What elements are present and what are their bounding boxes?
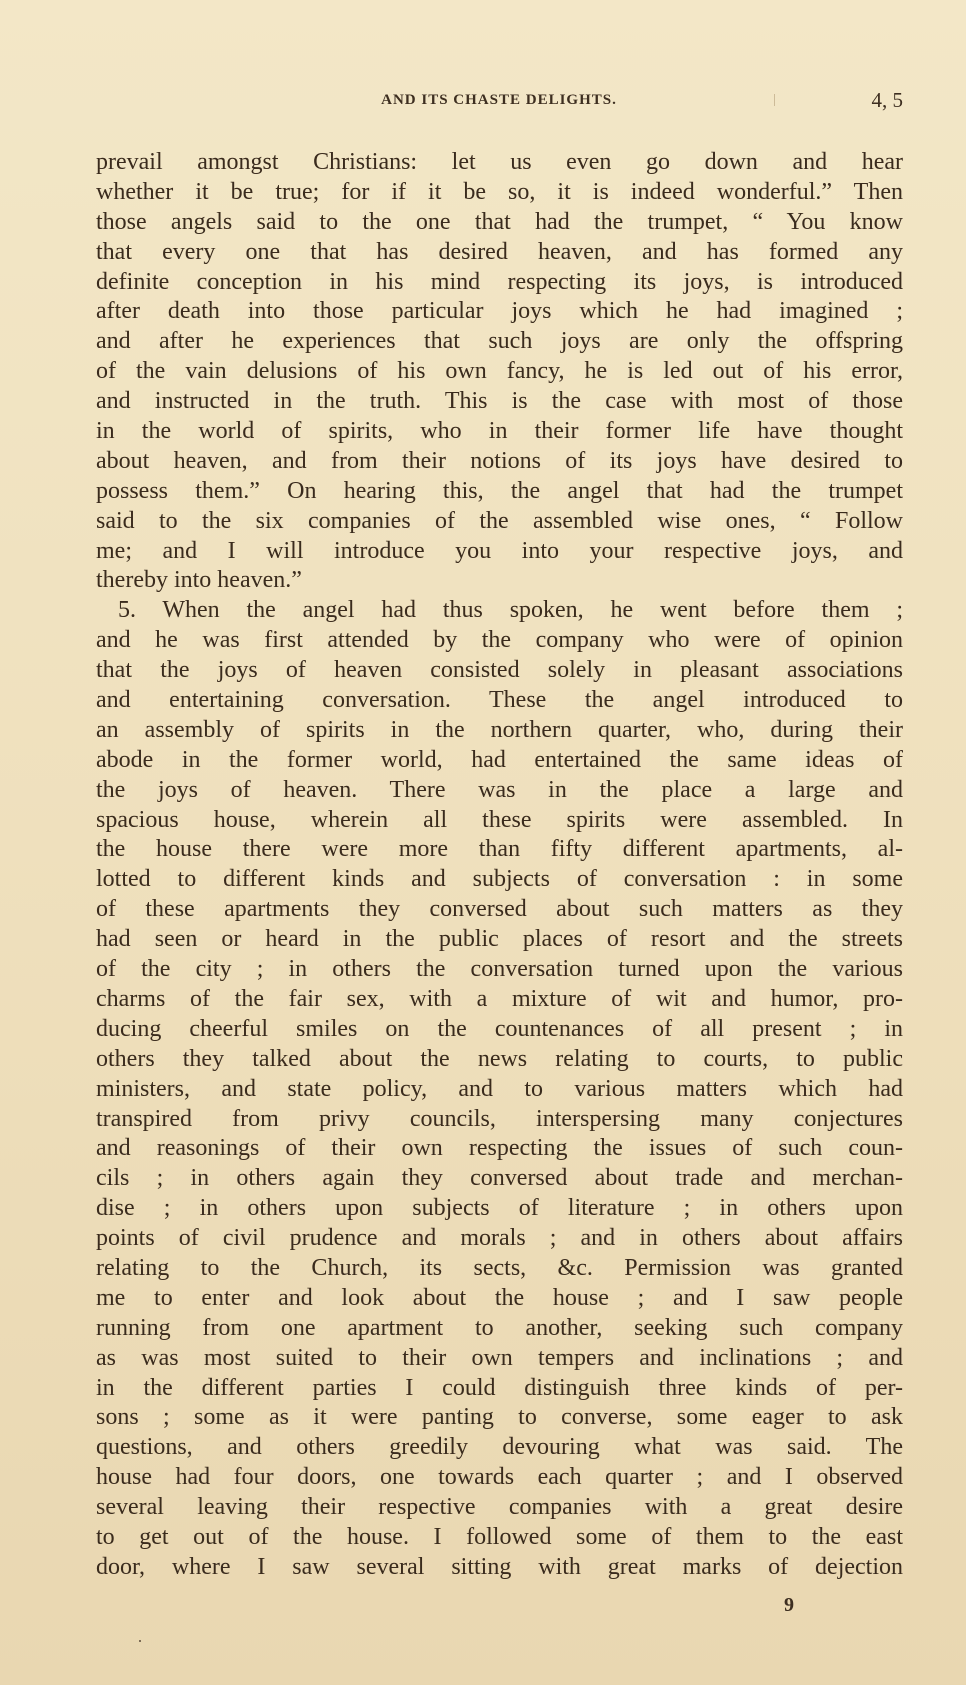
text-line: running from one apartment to another, seeking such company bbox=[96, 1314, 903, 1341]
text-line: and instructed in the truth. This is the case with most of those bbox=[96, 388, 903, 415]
text-line: relating to the Church, its sects, &c. Permission was granted bbox=[96, 1254, 903, 1281]
text-line: as was most suited to their own tempers and inclinations ; and bbox=[96, 1344, 903, 1371]
text-line: me to enter and look about the house ; and I saw people bbox=[96, 1284, 903, 1311]
text-line: 5. When the angel had thus spoken, he went before them ; bbox=[118, 597, 903, 624]
text-line: the joys of heaven. There was in the place a large and bbox=[96, 776, 903, 803]
paragraph bbox=[96, 148, 903, 596]
text-line: an assembly of spirits in the northern quarter, who, during their bbox=[96, 716, 903, 743]
text-line: whether it be true; for if it be so, it is indeed wonderful.” Then bbox=[96, 178, 903, 205]
text-line: those angels said to the one that had the trumpet, “ You know bbox=[96, 208, 903, 235]
text-line: cils ; in others again they conversed about trade and merchan- bbox=[96, 1165, 903, 1192]
text-line: ducing cheerful smiles on the countenances of all present ; in bbox=[96, 1015, 903, 1042]
text-line: spacious house, wherein all these spirits were assembled. In bbox=[96, 806, 903, 833]
text-line: house had four doors, one towards each quarter ; and I observed bbox=[96, 1464, 903, 1491]
text-line: that the joys of heaven consisted solely in pleasant associations bbox=[96, 657, 903, 684]
text-line: door, where I saw several sitting with great marks of dejection bbox=[96, 1553, 903, 1580]
text-line: thereby into heaven.” bbox=[96, 567, 302, 594]
text-line: several leaving their respective companies with a great desire bbox=[96, 1494, 903, 1521]
signature-mark: 9 bbox=[784, 1594, 794, 1616]
text-line: about heaven, and from their notions of its joys have desired to bbox=[96, 447, 903, 474]
text-line: abode in the former world, had entertained the same ideas of bbox=[96, 746, 903, 773]
body-text bbox=[96, 148, 903, 1583]
text-line: of the vain delusions of his own fancy, he is led out of his error, bbox=[96, 358, 903, 385]
text-line: lotted to different kinds and subjects of conversation : in some bbox=[96, 866, 903, 893]
text-line: and he was first attended by the company who were of opinion bbox=[96, 627, 903, 654]
text-line: possess them.” On hearing this, the angel that had the trumpet bbox=[96, 477, 903, 504]
text-line: the house there were more than fifty different apartments, al- bbox=[96, 836, 903, 863]
text-line: after death into those particular joys which he had imagined ; bbox=[96, 298, 903, 325]
text-line: transpired from privy councils, interspersing many conjectures bbox=[96, 1105, 903, 1132]
text-line: and reasonings of their own respecting the issues of such coun- bbox=[96, 1135, 903, 1162]
text-line: charms of the fair sex, with a mixture of wit and humor, pro- bbox=[96, 985, 903, 1012]
text-line: that every one that has desired heaven, and has formed any bbox=[96, 238, 903, 265]
text-line: dise ; in others upon subjects of literature ; in others upon bbox=[96, 1195, 903, 1222]
text-line: points of civil prudence and morals ; and in others about affairs bbox=[96, 1225, 903, 1252]
text-line: to get out of the house. I followed some of them to the east bbox=[96, 1523, 903, 1550]
text-line: prevail amongst Christians: let us even go down and hear bbox=[96, 149, 903, 175]
running-title: AND ITS CHASTE DELIGHTS. bbox=[381, 92, 617, 108]
text-line: said to the six companies of the assembled wise ones, “ Follow bbox=[96, 507, 903, 534]
text-line: sons ; some as it were panting to converse, some eager to ask bbox=[96, 1404, 903, 1431]
text-line: and entertaining conversation. These the angel introduced to bbox=[96, 687, 903, 714]
text-line: me; and I will introduce you into your respective joys, and bbox=[96, 537, 903, 564]
text-line: ministers, and state policy, and to various matters which had bbox=[96, 1075, 903, 1102]
text-line: of these apartments they conversed about such matters as they bbox=[96, 896, 903, 923]
text-line: in the different parties I could distinguish three kinds of per- bbox=[96, 1374, 903, 1401]
text-line: of the city ; in others the conversation turned upon the various bbox=[96, 956, 903, 983]
text-line: definite conception in his mind respecting its joys, is introduced bbox=[96, 268, 903, 295]
scan-mark bbox=[774, 94, 775, 106]
section-numbers: 4, 5 bbox=[871, 88, 903, 112]
text-line: others they talked about the news relating to courts, to public bbox=[96, 1045, 903, 1072]
paragraph bbox=[96, 596, 903, 1582]
text-line: questions, and others greedily devouring what was said. The bbox=[96, 1434, 903, 1461]
scan-speck bbox=[139, 1640, 141, 1642]
text-line: and after he experiences that such joys are only the offspring bbox=[96, 328, 903, 355]
text-line: had seen or heard in the public places of resort and the streets bbox=[96, 926, 903, 953]
text-line: in the world of spirits, who in their former life have thought bbox=[96, 418, 903, 445]
page-header bbox=[96, 90, 903, 114]
